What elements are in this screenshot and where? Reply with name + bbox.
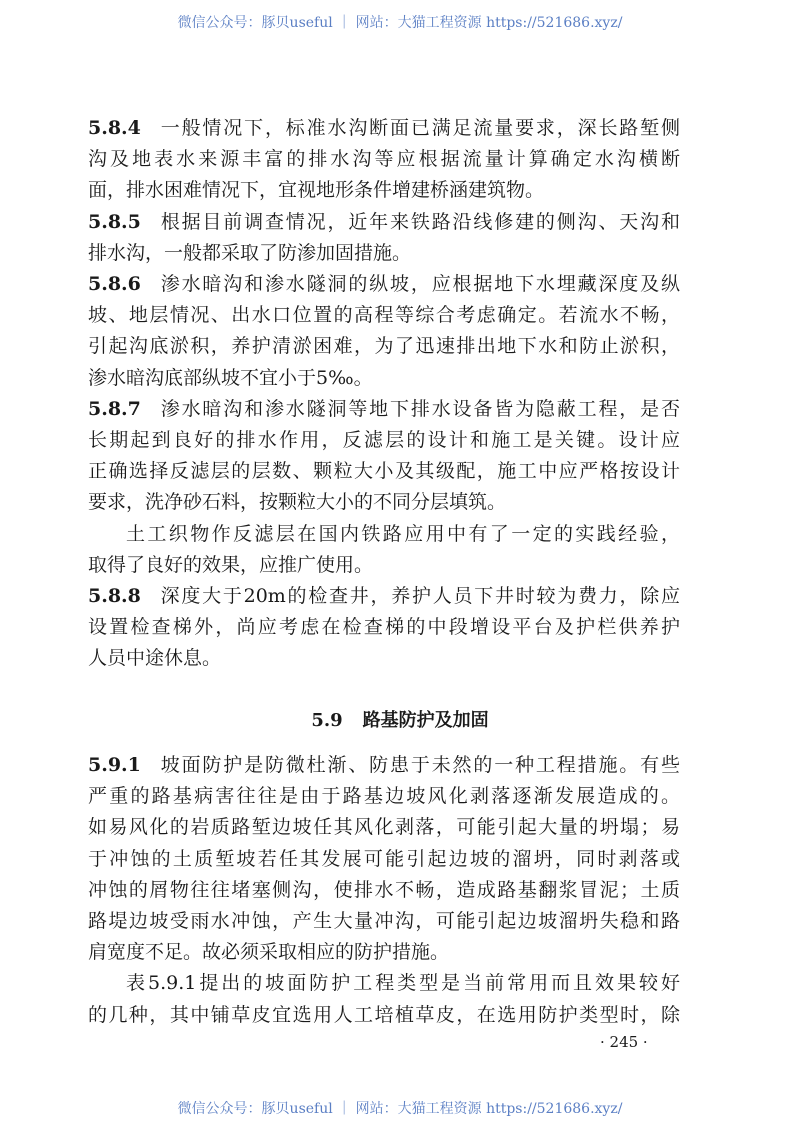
text-line bbox=[88, 553, 680, 577]
line-text: 正确选择反滤层的层数、颗粒大小及其级配，施工中应严格按设计 bbox=[88, 460, 680, 483]
line-text: 坡面防护是防微杜渐、防患于未然的一种工程措施。有些 bbox=[158, 754, 680, 776]
clause-number: 5.8.5 bbox=[88, 210, 141, 233]
text-line bbox=[88, 147, 680, 171]
text-line bbox=[88, 584, 680, 608]
line-text: 面，排水困难情况下，宜视地形条件增建桥涵建筑物。 bbox=[88, 179, 545, 202]
text-line bbox=[88, 272, 680, 296]
page-number: · 245 · bbox=[600, 1033, 648, 1051]
text-line bbox=[88, 241, 680, 265]
clause-number: 5.8.4 bbox=[88, 117, 141, 139]
text-line bbox=[88, 615, 680, 639]
heading-title: 路基防护及加固 bbox=[362, 710, 489, 731]
line-text: 长期起到良好的排水作用，反滤层的设计和施工是关键。设计应 bbox=[88, 429, 680, 451]
line-text: 表5.9.1提出的坡面防护工程类型是当前常用而且效果较好 bbox=[126, 972, 680, 995]
line-text: 的几种，其中铺草皮宜选用人工培植草皮，在选用防护类型时，除 bbox=[88, 1003, 680, 1026]
clause-number: 5.8.6 bbox=[88, 273, 141, 295]
line-text: 坡、地层情况、出水口位置的高程等综合考虑确定。若流水不畅， bbox=[88, 304, 680, 327]
line-text: 严重的路基病害往往是由于路基边坡风化剥落逐渐发展造成的。 bbox=[88, 785, 680, 808]
line-text: 引起沟底淤积，养护清淤困难，为了迅速排出地下水和防止淤积， bbox=[88, 335, 680, 358]
line-text: 于冲蚀的土质堑坡若任其发展可能引起边坡的溜坍，同时剥落或 bbox=[88, 847, 680, 870]
line-text: 渗水暗沟底部纵坡不宜小于5‰。 bbox=[88, 366, 373, 389]
text-line bbox=[88, 815, 680, 839]
text-line bbox=[88, 971, 680, 995]
text-line bbox=[88, 428, 680, 452]
line-text: 排水沟，一般都采取了防渗加固措施。 bbox=[88, 241, 412, 264]
text-line bbox=[88, 909, 680, 933]
line-text: 根据目前调查情况，近年来铁路沿线修建的侧沟、天沟和 bbox=[158, 210, 680, 233]
text-line bbox=[88, 646, 680, 670]
line-text: 深度大于20m的检查井，养护人员下井时较为费力，除应 bbox=[158, 585, 680, 607]
line-text: 要求，洗净砂石料，按颗粒大小的不同分层填筑。 bbox=[88, 491, 507, 514]
text-line bbox=[88, 334, 680, 358]
heading-number: 5.9 bbox=[311, 710, 343, 731]
text-line bbox=[88, 490, 680, 514]
line-text: 取得了良好的效果，应推广使用。 bbox=[88, 553, 374, 576]
line-text: 渗水暗沟和渗水隧洞的纵坡，应根据地下水埋藏深度及纵 bbox=[158, 273, 680, 295]
text-line bbox=[88, 1003, 680, 1027]
clause-number: 5.8.7 bbox=[88, 397, 141, 420]
text-line bbox=[88, 303, 680, 327]
clause-number: 5.9.1 bbox=[88, 754, 141, 776]
watermark-top: 微信公众号：豚贝useful ｜ 网站：大猫工程资源 https://521686.xyz/ bbox=[177, 15, 623, 31]
text-line bbox=[88, 459, 680, 483]
text-line bbox=[88, 397, 680, 421]
text-line bbox=[88, 753, 680, 777]
line-text: 沟及地表水来源丰富的排水沟等应根据流量计算确定水沟横断 bbox=[88, 148, 680, 171]
line-text: 如易风化的岩质路堑边坡任其风化剥落，可能引起大量的坍塌；易 bbox=[88, 816, 680, 839]
text-line bbox=[88, 878, 680, 902]
line-text: 冲蚀的屑物往往堵塞侧沟，使排水不畅，造成路基翻浆冒泥；土质 bbox=[88, 878, 680, 901]
clause-number: 5.8.8 bbox=[88, 585, 141, 607]
section-heading bbox=[0, 706, 800, 732]
line-text: 路堤边坡受雨水冲蚀，产生大量冲沟，可能引起边坡溜坍失稳和路 bbox=[88, 910, 680, 932]
text-line bbox=[88, 522, 680, 546]
line-text: 土工织物作反滤层在国内铁路应用中有了一定的实践经验， bbox=[126, 522, 680, 545]
text-line bbox=[88, 366, 680, 390]
text-line bbox=[88, 178, 680, 202]
line-text: 肩宽度不足。故必须采取相应的防护措施。 bbox=[88, 941, 450, 964]
text-line bbox=[88, 940, 680, 964]
line-text: 渗水暗沟和渗水隧洞等地下排水设备皆为隐蔽工程，是否 bbox=[158, 397, 680, 420]
text-line bbox=[88, 847, 680, 871]
text-line bbox=[88, 116, 680, 140]
watermark-bottom: 微信公众号：豚贝useful ｜ 网站：大猫工程资源 https://521686.xyz/ bbox=[177, 1101, 623, 1117]
text-line bbox=[88, 210, 680, 234]
line-text: 一般情况下，标准水沟断面已满足流量要求，深长路堑侧 bbox=[158, 117, 680, 139]
text-line bbox=[88, 784, 680, 808]
line-text: 人员中途休息。 bbox=[88, 647, 222, 670]
line-text: 设置检查梯外，尚应考虑在检查梯的中段增设平台及护栏供养护 bbox=[88, 616, 680, 639]
